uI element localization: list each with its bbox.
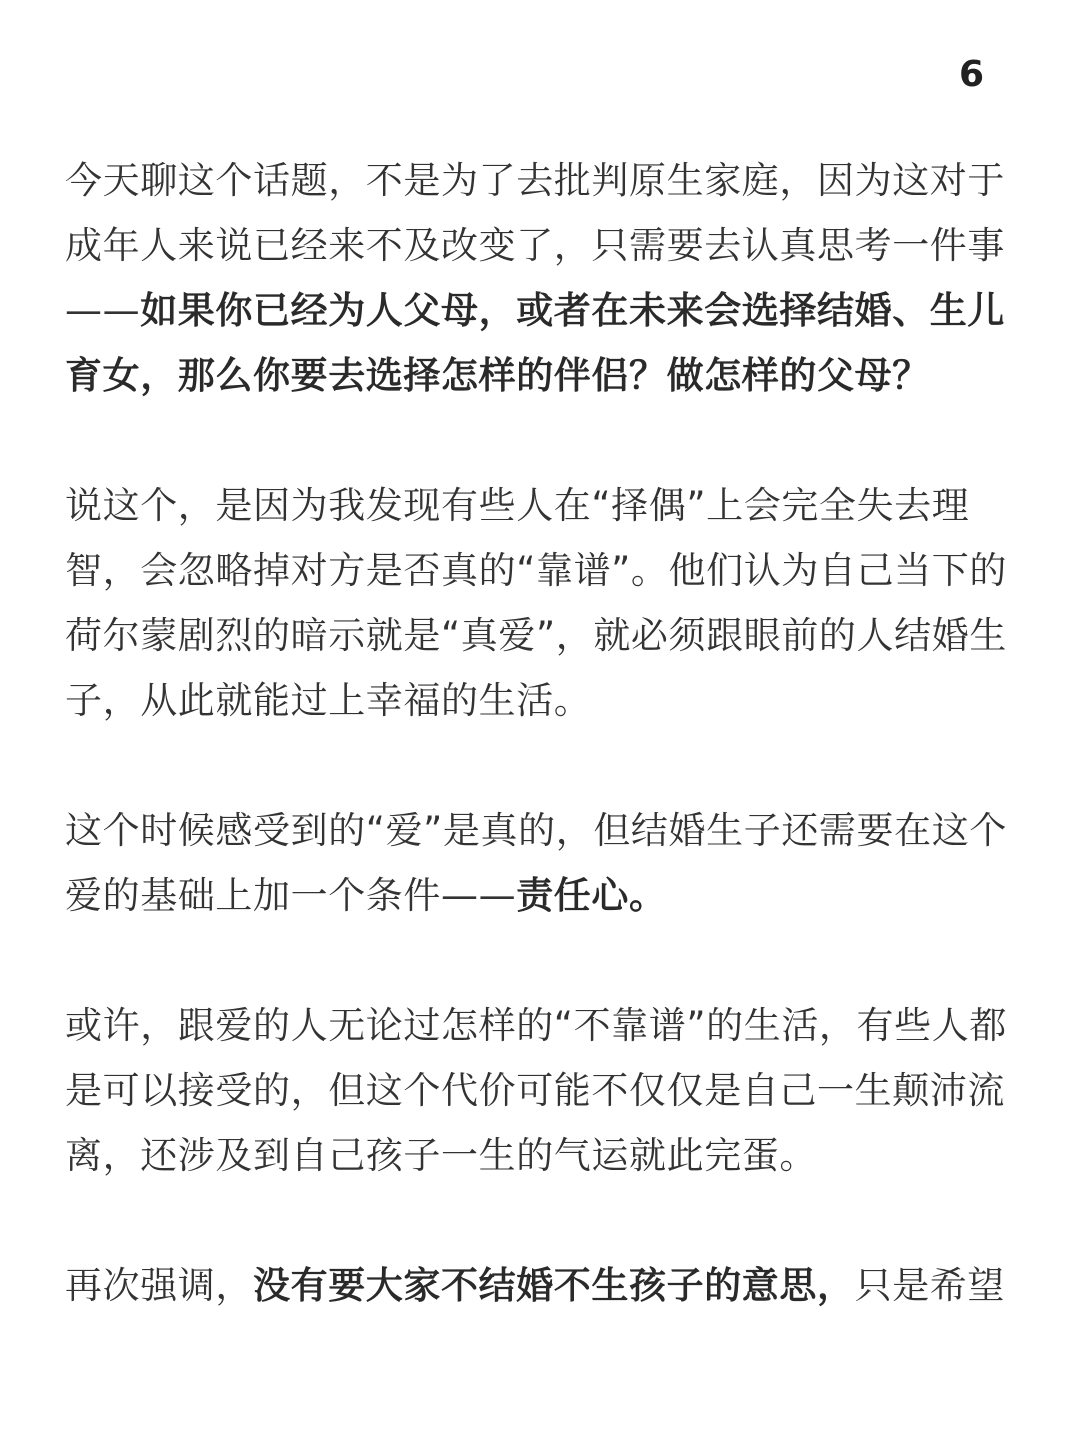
paragraph-2 [65, 473, 1017, 733]
paragraph-1-bold: 如果你已经为人父母，或者在未来会选择结婚、生儿育女，那么你要去选择怎样的伴侣？做怎样的父母？ [65, 289, 1006, 397]
paragraph-3-bold: 责任心。 [516, 874, 667, 917]
paragraph-5 [65, 1253, 1017, 1318]
paragraph-5-bold: 没有要大家不结婚不生孩子的意思， [253, 1264, 855, 1307]
paragraph-1 [65, 148, 1017, 408]
paragraph-1-text: 今天聊这个话题，不是为了去批判原生家庭，因为这对于成年人来说已经来不及改变了，只需要去认真思考一件事—— [65, 159, 1005, 332]
paragraph-5-tail: 只是希望 [854, 1264, 1006, 1307]
paragraph-4-text: 或许，跟爱的人无论过怎样的“不靠谱”的生活，有些人都是可以接受的，但这个代价可能不仅仅是自己一生颠沛流离，还涉及到自己孩子一生的气运就此完蛋。 [65, 1004, 1007, 1177]
paragraph-4 [65, 993, 1017, 1188]
paragraph-5-lead: 再次强调， [65, 1264, 253, 1307]
page-number: 6 [958, 54, 984, 95]
paragraph-2-text: 说这个，是因为我发现有些人在“择偶”上会完全失去理智，会忽略掉对方是否真的“靠谱”。他们认为自己当下的荷尔蒙剧烈的暗示就是“真爱”，就必须跟眼前的人结婚生子，从此就能过上幸福的生活。 [65, 484, 1007, 722]
article-body [65, 148, 1017, 1318]
paragraph-3-text: 这个时候感受到的“爱”是真的，但结婚生子还需要在这个爱的基础上加一个条件—— [65, 809, 1007, 917]
paragraph-3 [65, 798, 1017, 928]
